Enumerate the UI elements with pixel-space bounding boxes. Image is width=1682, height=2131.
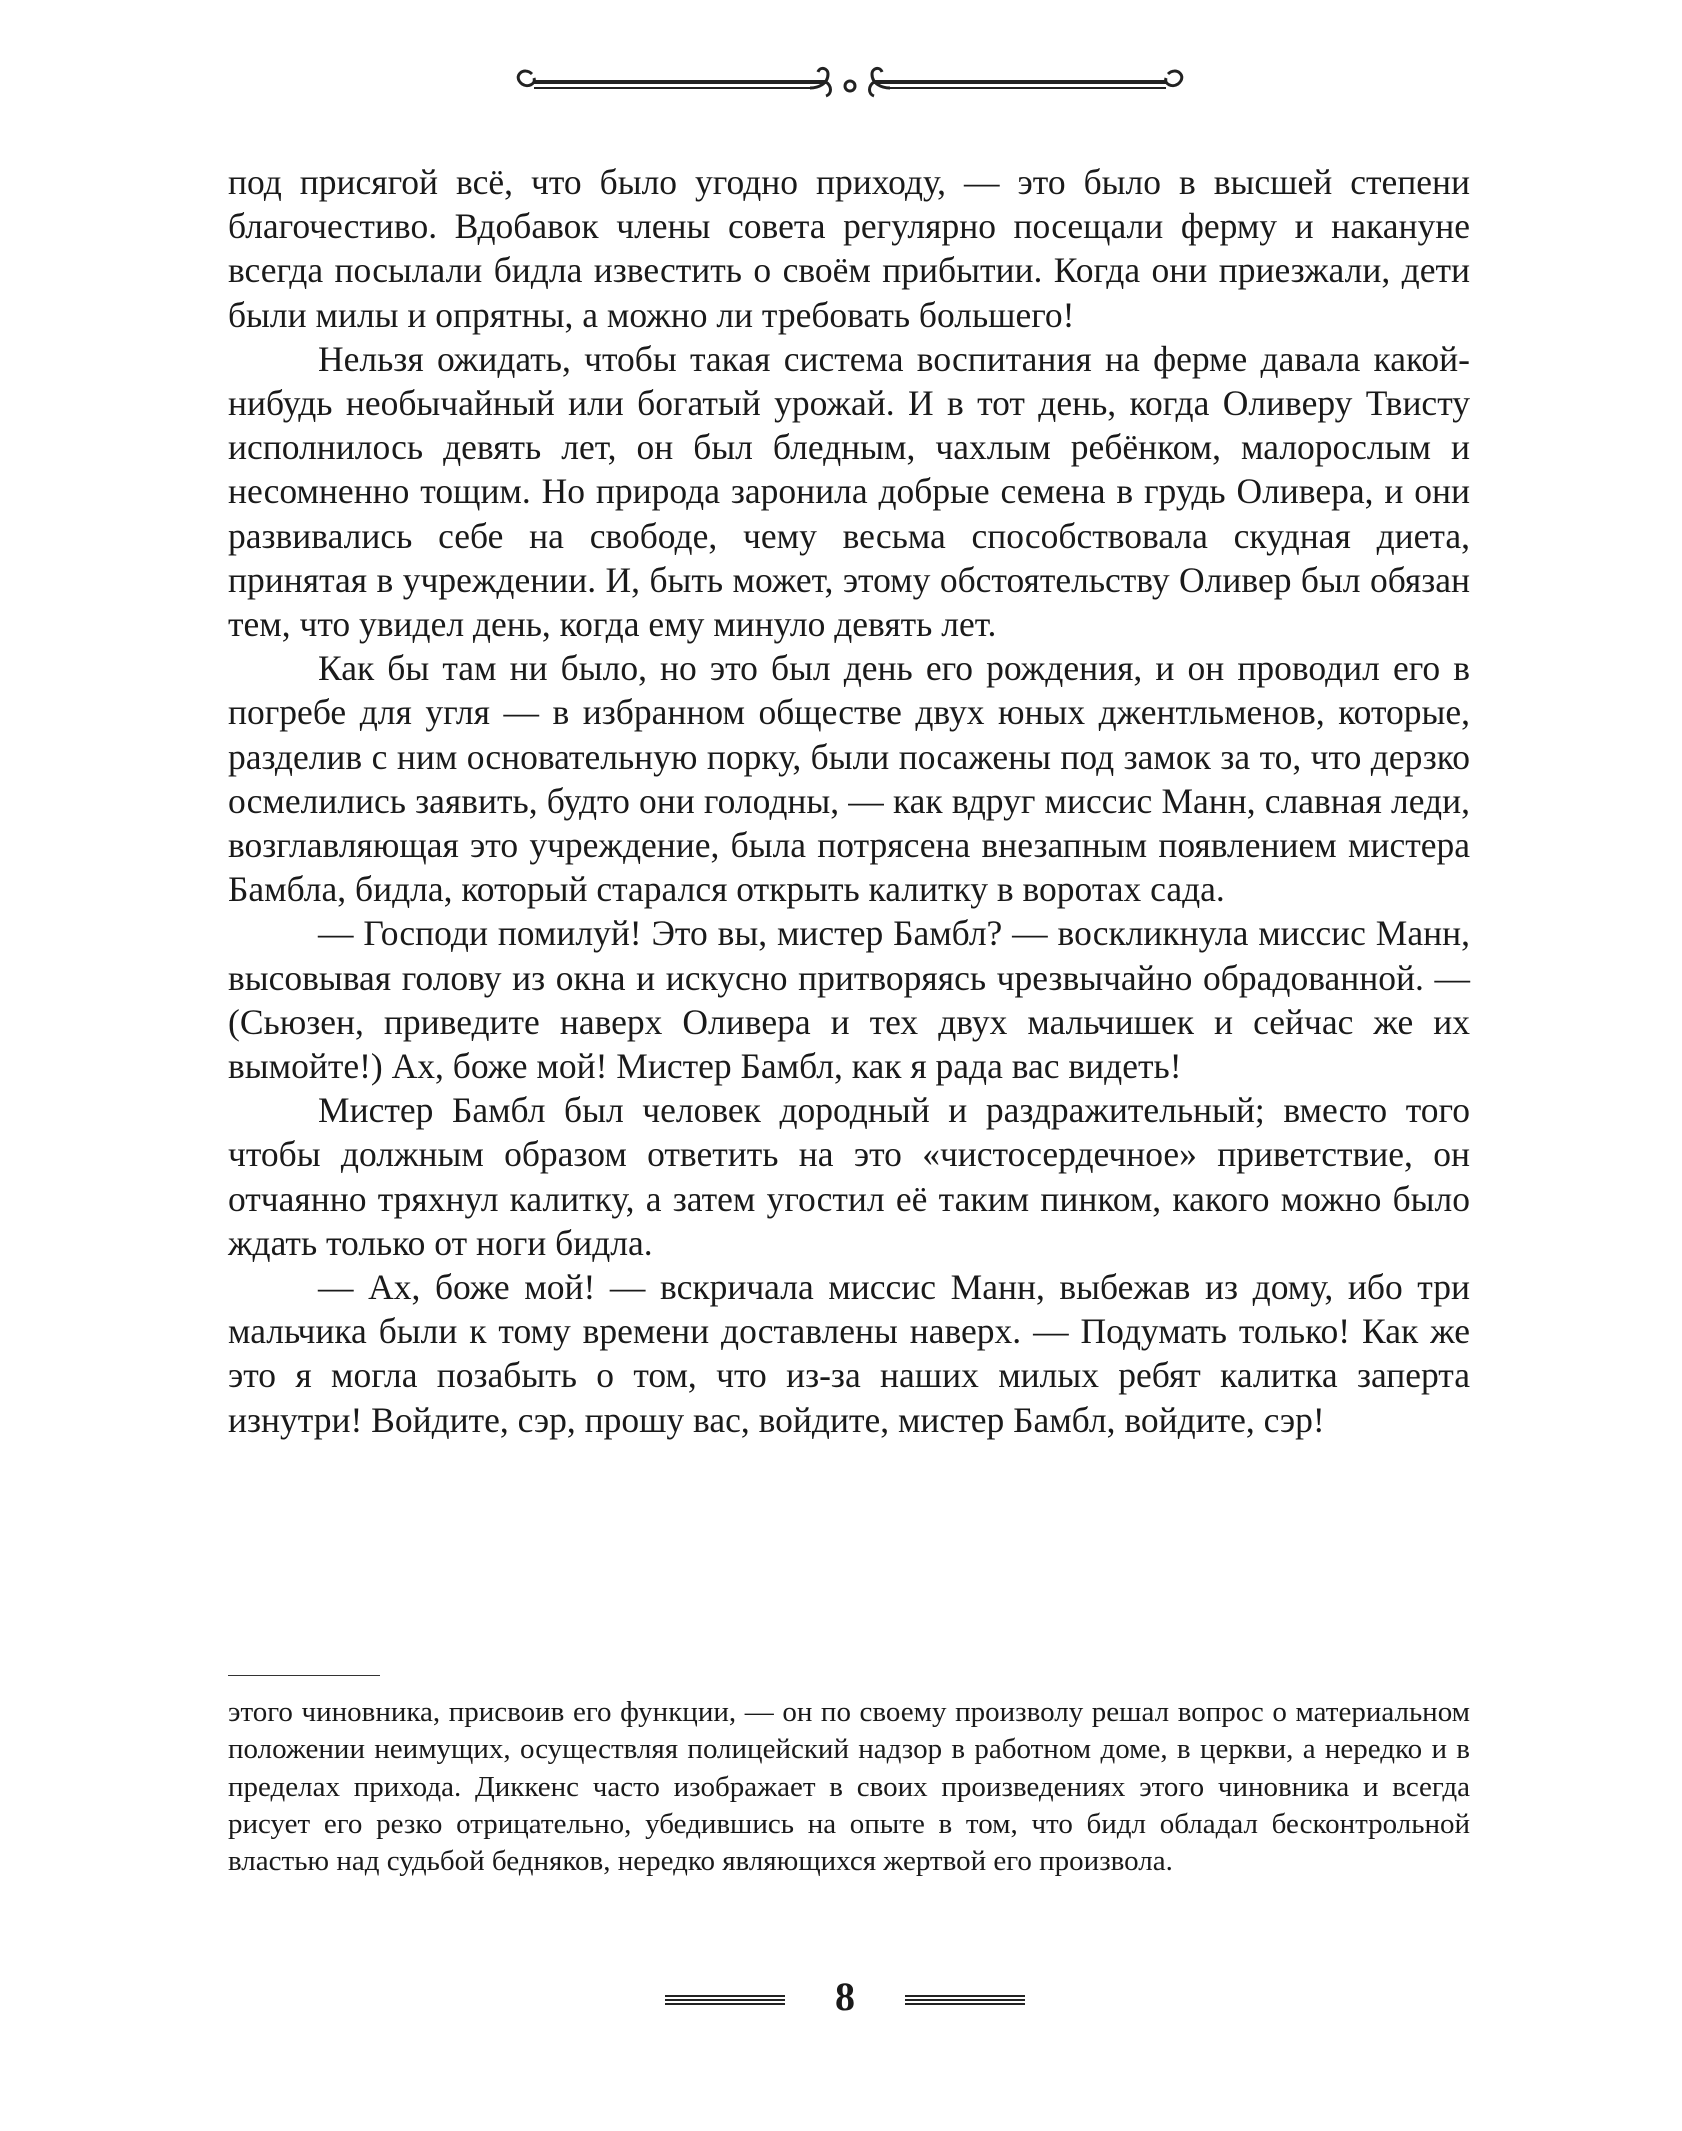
paragraph: Мистер Бамбл был человек дородный и раздражительный; вместо того чтобы должным образом ответить на это «чистосердечное» приветствие, он отчаянно тряхнул калитку, а затем угостил её таким пинком, какого можно было ждать только от ноги бидла. bbox=[228, 1090, 1470, 1263]
paragraph: Как бы там ни было, но это был день его рождения, и он проводил его в погребе для угля — в избранном обществе двух юных джентльменов, которые, разделив с ним основательную порку, были посажены под замок за то, что дерзко осмелились заявить, будто они голодны, — как вдруг миссис Манн, славная леди, возглавляющая это учреждение, была потрясена внезапным появлением мистера Бамбла, бидла, который старался открыть калитку в воротах сада. bbox=[228, 648, 1470, 910]
footnote-divider bbox=[228, 1675, 380, 1676]
footnote bbox=[228, 1694, 1470, 1880]
paragraph: — Ах, боже мой! — вскричала миссис Манн, выбежав из дому, ибо три мальчика были к тому времени доставлены наверх. — Подумать только! Как же это я могла позабыть о том, что из-за наших милых ребят калитка заперта изнутри! Войдите, сэр, прошу вас, войдите, мистер Бамбл, войдите, сэр! bbox=[228, 1267, 1470, 1440]
folio-rule-right bbox=[905, 1994, 1025, 2006]
header-ornament bbox=[510, 56, 1190, 104]
footnote-paragraph: этого чиновника, присвоив его функции, — он по своему произволу решал вопрос о материальном положении неимущих, осуществляя полицейский надзор в работном доме, в церкви, а нередко и в пределах прихода. Диккенс часто изображает в своих произведениях этого чиновника и всегда рисует его резко отрицательно, убедившись на опыте в том, что бидл обладал бесконтрольной властью над судьбой бедняков, нередко являющихся жертвой его произвола. bbox=[228, 1696, 1470, 1878]
page-number: 8 bbox=[835, 1974, 855, 2019]
paragraph: — Господи помилуй! Это вы, мистер Бамбл? — воскликнула миссис Манн, высовывая голову из окна и искусно притворяясь чрезвычайно обрадованной. — (Сьюзен, приведите наверх Оливера и тех двух мальчишек и сейчас же их вымойте!) Ах, боже мой! Мистер Бамбл, как я рада вас видеть! bbox=[228, 913, 1470, 1087]
paragraph: Нельзя ожидать, чтобы такая система воспитания на ферме давала какой-нибудь необычайный или богатый урожай. И в тот день, когда Оливеру Твисту исполнилось девять лет, он был бледным, чахлым ребёнком, малорослым и несомненно тощим. Но природа заронила добрые семена в грудь Оливера, и они развивались себе на свободе, чему весьма способствовала скудная диета, принятая в учреждении. И, быть может, этому обстоятельству Оливер был обязан тем, что увидел день, когда ему минуло девять лет. bbox=[228, 338, 1470, 645]
main-text bbox=[228, 160, 1470, 1442]
page-footer bbox=[665, 1970, 1025, 2030]
paragraph: под присягой всё, что было угодно приходу, — это было в высшей степени благочестиво. Вдобавок члены совета регулярно посещали ферму и накануне всегда посылали бидла известить о своём прибытии. Когда они приезжали, дети были милы и опрятны, а можно ли требовать большего! bbox=[228, 162, 1470, 335]
